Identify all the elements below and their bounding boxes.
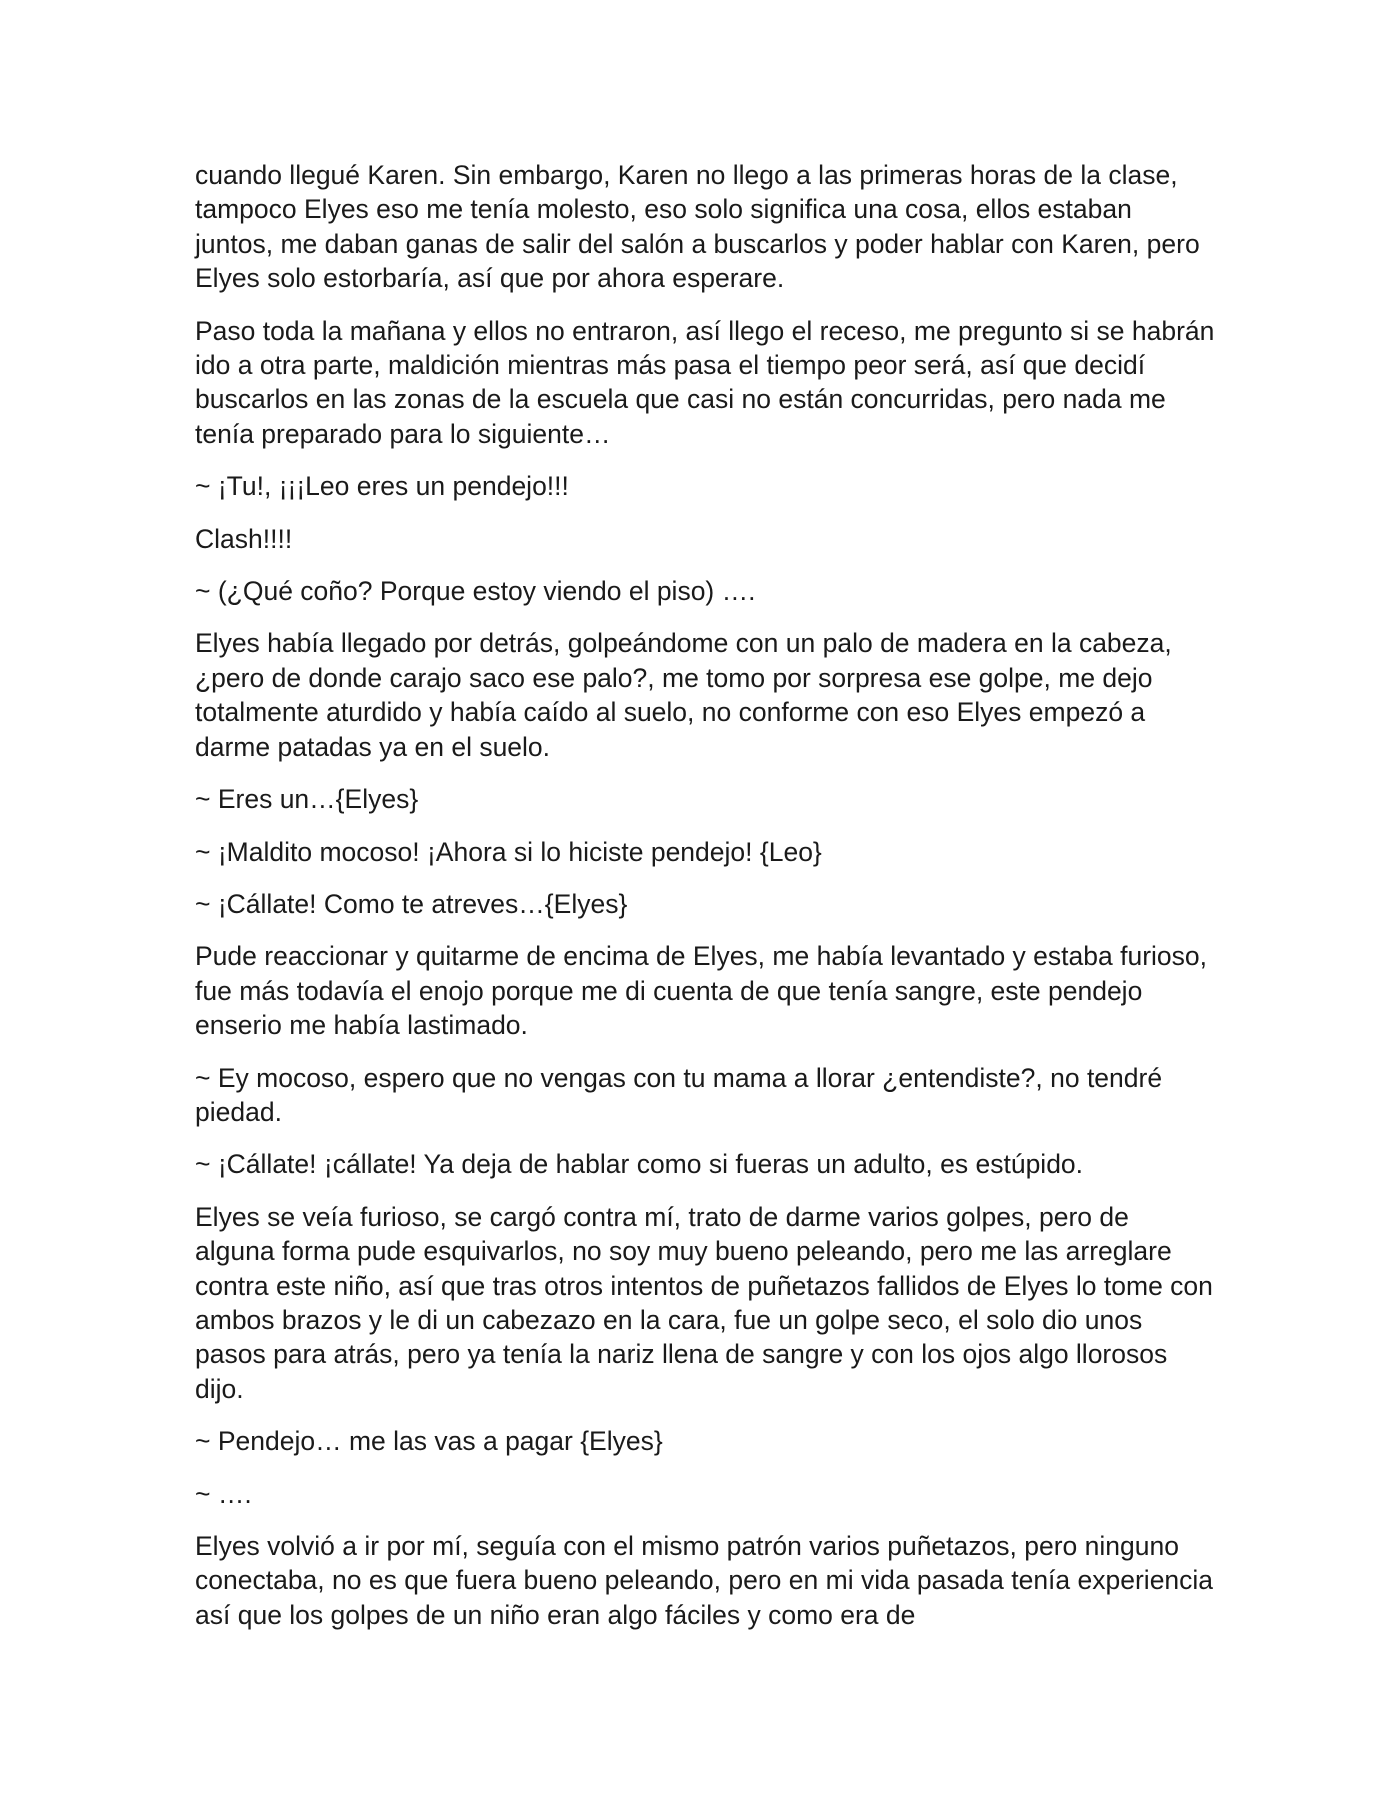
sound-effect-line: Clash!!!! <box>195 523 293 554</box>
dialogue-line: ~ Eres un…{Elyes} <box>195 784 419 815</box>
paragraph: Elyes había llegado por detrás, golpeándome con un palo de madera en la cabeza, ¿pero de donde carajo saco ese palo?, me tomo por sorpresa ese golpe, me dejo totalmente aturdido y había caído al suelo, no conforme con eso Elyes empezó a darme patadas ya en el suelo. <box>195 628 1172 762</box>
dialogue-line: ~ (¿Qué coño? Porque estoy viendo el piso) …. <box>195 576 756 607</box>
dialogue-line: ~ Ey mocoso, espero que no vengas con tu mama a llorar ¿entendiste?, no tendré piedad. <box>195 1062 1163 1127</box>
paragraph: cuando llegué Karen. Sin embargo, Karen no llego a las primeras horas de la clase, tampoco Elyes eso me tenía molesto, eso solo significa una cosa, ellos estaban juntos, me daban ganas de salir del salón a buscarlos y poder hablar con Karen, pero Elyes solo estorbaría, así que por ahora esperare. <box>195 160 1200 294</box>
paragraph: Pude reaccionar y quitarme de encima de Elyes, me había levantado y estaba furioso, fue más todavía el enojo porque me di cuenta de que tenía sangre, este pendejo enserio me había lastimado. <box>195 941 1207 1041</box>
dialogue-line: ~ ¡Tu!, ¡¡¡Leo eres un pendejo!!! <box>195 471 569 502</box>
paragraph: Elyes volvió a ir por mí, seguía con el mismo patrón varios puñetazos, pero ninguno conectaba, no es que fuera bueno peleando, pero en mi vida pasada tenía experiencia así que los golpes de un niño eran algo fáciles y como era de <box>195 1531 1214 1630</box>
dialogue-line: ~ ¡Cállate! ¡cállate! Ya deja de hablar como si fueras un adulto, es estúpido. <box>195 1149 1084 1180</box>
dialogue-line: ~ ¡Cállate! Como te atreves…{Elyes} <box>195 888 628 919</box>
paragraph: Paso toda la mañana y ellos no entraron, así llego el receso, me pregunto si se habrán ido a otra parte, maldición mientras más pasa el tiempo peor será, así que decidí buscarlos en las zonas de la escuela que casi no están concurridas, pero nada me tenía preparado para lo siguiente… <box>195 315 1215 449</box>
document-body <box>195 158 1215 1650</box>
paragraph: Elyes se veía furioso, se cargó contra mí, trato de darme varios golpes, pero de alguna forma pude esquivarlos, no soy muy bueno peleando, pero me las arreglare contra este niño, así que tras otros intentos de puñetazos fallidos de Elyes lo tome con ambos brazos y le di un cabezazo en la cara, fue un golpe seco, el solo dio unos pasos para atrás, pero ya tenía la nariz llena de sangre y con los ojos algo llorosos dijo. <box>195 1201 1213 1404</box>
dialogue-line: ~ Pendejo… me las vas a pagar {Elyes} <box>195 1426 663 1457</box>
dialogue-line: ~ …. <box>195 1478 252 1509</box>
dialogue-line: ~ ¡Maldito mocoso! ¡Ahora si lo hiciste pendejo! {Leo} <box>195 836 822 867</box>
